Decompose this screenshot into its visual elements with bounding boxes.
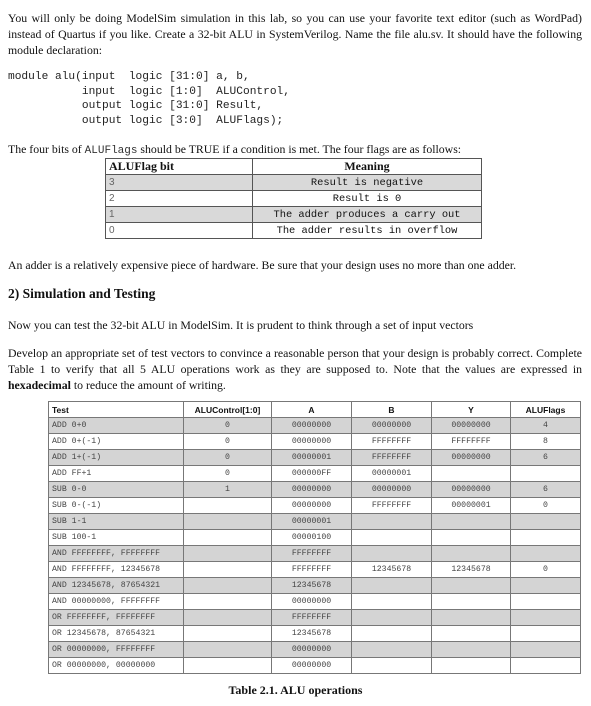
b-cell (352, 610, 432, 626)
flag-bit-header: ALUFlag bit (106, 159, 253, 175)
alucontrol-cell: 0 (184, 418, 272, 434)
flag-bit: 3 (106, 175, 253, 191)
alucontrol-cell (184, 642, 272, 658)
flag-row (106, 175, 482, 191)
y-header: Y (432, 402, 511, 418)
aluflags-cell: 4 (511, 418, 581, 434)
table-row (49, 514, 581, 530)
y-cell (432, 642, 511, 658)
y-cell (432, 546, 511, 562)
code-line-3: output logic [31:0] Result, (8, 100, 264, 113)
aluflags-cell (511, 594, 581, 610)
test-cell: ADD 0+0 (49, 418, 184, 434)
flag-meaning-header: Meaning (253, 159, 482, 175)
flags-intro-post: should be TRUE if a condition is met. The four flags are as follows: (137, 142, 462, 156)
aluflags-cell: 6 (511, 450, 581, 466)
test-cell: OR 00000000, FFFFFFFF (49, 642, 184, 658)
section-paragraph-2 (8, 345, 582, 393)
table-row (49, 466, 581, 482)
y-cell (432, 578, 511, 594)
code-line-1: module alu(input logic [31:0] a, b, (8, 71, 250, 83)
intro-paragraph (8, 10, 582, 58)
a-cell: 000000FF (272, 466, 352, 482)
y-cell (432, 514, 511, 530)
flag-row (106, 207, 482, 223)
aluflags-cell (511, 610, 581, 626)
module-declaration-code (8, 70, 290, 128)
para2-line-3-pre: expressed in (520, 362, 583, 376)
para2-line-3-post: to reduce the amount of writing. (70, 378, 226, 392)
test-cell: OR 00000000, 00000000 (49, 658, 184, 674)
alucontrol-cell (184, 626, 272, 642)
flag-bit: 1 (106, 207, 253, 223)
aluflags-header: ALUFlags (511, 402, 581, 418)
test-cell: ADD 1+(-1) (49, 450, 184, 466)
a-cell: 00000001 (272, 450, 352, 466)
b-cell: 12345678 (352, 562, 432, 578)
flags-intro (8, 141, 582, 159)
para2-line-3-bold: hexadecimal (8, 378, 71, 392)
y-cell (432, 658, 511, 674)
b-cell (352, 578, 432, 594)
table-row (49, 642, 581, 658)
test-header: Test (49, 402, 184, 418)
alucontrol-cell (184, 514, 272, 530)
code-line-4: output logic [3:0] ALUFlags); (8, 114, 284, 127)
test-cell: OR 12345678, 87654321 (49, 626, 184, 642)
a-cell: 00000000 (272, 418, 352, 434)
test-cell: SUB 1-1 (49, 514, 184, 530)
alu-flags-table (105, 158, 482, 239)
b-cell (352, 642, 432, 658)
alucontrol-cell (184, 530, 272, 546)
table-row (49, 498, 581, 514)
aluflags-cell (511, 530, 581, 546)
code-line-2: input logic [1:0] ALUControl, (8, 85, 290, 98)
b-cell (352, 546, 432, 562)
intro-line-1: You will only be doing ModelSim simulation in this lab, so you can use your favorite text editor (such as (8, 11, 531, 25)
alu-table-body (49, 418, 581, 674)
a-cell: 00000000 (272, 498, 352, 514)
a-cell: 00000001 (272, 514, 352, 530)
y-cell (432, 530, 511, 546)
table-row (49, 610, 581, 626)
alucontrol-cell (184, 578, 272, 594)
table-row (49, 594, 581, 610)
table-row (49, 434, 581, 450)
alucontrol-cell (184, 658, 272, 674)
y-cell: 00000000 (432, 418, 511, 434)
a-cell: 00000000 (272, 594, 352, 610)
y-cell: FFFFFFFF (432, 434, 511, 450)
y-cell (432, 466, 511, 482)
b-cell (352, 626, 432, 642)
a-header: A (272, 402, 352, 418)
table-row (49, 578, 581, 594)
y-cell (432, 626, 511, 642)
test-cell: SUB 0-0 (49, 482, 184, 498)
table-caption: Table 2.1. ALU operations (228, 683, 363, 697)
alucontrol-cell: 1 (184, 482, 272, 498)
alucontrol-header: ALUControl[1:0] (184, 402, 272, 418)
a-cell: 00000000 (272, 658, 352, 674)
flags-intro-pre: The four bits of (8, 142, 85, 156)
table-row (49, 450, 581, 466)
table-row (49, 482, 581, 498)
para2-line-1: Develop an appropriate set of test vectors to convince a reasonable person that your design is probably correct. (8, 346, 534, 360)
aluflags-cell: 0 (511, 498, 581, 514)
y-cell: 00000001 (432, 498, 511, 514)
table-row (49, 418, 581, 434)
test-cell: OR FFFFFFFF, FFFFFFFF (49, 610, 184, 626)
alu-operations-table (48, 401, 581, 674)
y-cell: 00000000 (432, 482, 511, 498)
aluflags-cell (511, 626, 581, 642)
flag-meaning: The adder produces a carry out (253, 207, 482, 223)
alucontrol-cell (184, 498, 272, 514)
b-cell: FFFFFFFF (352, 450, 432, 466)
a-cell: 12345678 (272, 578, 352, 594)
b-cell: 00000000 (352, 418, 432, 434)
aluflags-cell (511, 466, 581, 482)
flag-meaning: Result is 0 (253, 191, 482, 207)
a-cell: 00000000 (272, 482, 352, 498)
aluflags-cell (511, 642, 581, 658)
table-row (49, 546, 581, 562)
para2-line-2: Complete Table 1 to verify that all 5 ALU operations work as they are supposed to. Note that the values are (8, 346, 582, 376)
b-cell: FFFFFFFF (352, 434, 432, 450)
a-cell: FFFFFFFF (272, 546, 352, 562)
alucontrol-cell (184, 594, 272, 610)
b-cell (352, 514, 432, 530)
section-heading: 2) Simulation and Testing (8, 286, 156, 301)
test-cell: AND FFFFFFFF, 12345678 (49, 562, 184, 578)
y-cell: 12345678 (432, 562, 511, 578)
intro-line-2: WordPad) instead of Quartus if you like. Create a 32-bit ALU in SystemVerilog. Name the file alu.sv. It should (8, 11, 582, 41)
aluflags-cell (511, 578, 581, 594)
y-cell (432, 610, 511, 626)
a-cell: FFFFFFFF (272, 562, 352, 578)
aluflags-cell: 8 (511, 434, 581, 450)
flag-row (106, 191, 482, 207)
test-cell: SUB 0-(-1) (49, 498, 184, 514)
section-paragraph-1: Now you can test the 32-bit ALU in ModelSim. It is prudent to think through a set of input vectors (8, 318, 474, 332)
y-cell: 00000000 (432, 450, 511, 466)
alucontrol-cell: 0 (184, 466, 272, 482)
test-cell: AND 00000000, FFFFFFFF (49, 594, 184, 610)
adder-note: An adder is a relatively expensive piece of hardware. Be sure that your design uses no more than one adder. (8, 258, 517, 272)
flags-intro-code: ALUFlags (84, 145, 138, 157)
table-row (49, 658, 581, 674)
b-cell (352, 594, 432, 610)
b-cell: 00000000 (352, 482, 432, 498)
a-cell: 12345678 (272, 626, 352, 642)
table-row (49, 530, 581, 546)
alucontrol-cell (184, 610, 272, 626)
table-row (49, 626, 581, 642)
b-cell: 00000001 (352, 466, 432, 482)
a-cell: 00000000 (272, 434, 352, 450)
test-cell: SUB 100-1 (49, 530, 184, 546)
flag-meaning: The adder results in overflow (253, 223, 482, 239)
alucontrol-cell (184, 546, 272, 562)
aluflags-cell (511, 514, 581, 530)
b-header: B (352, 402, 432, 418)
test-cell: ADD FF+1 (49, 466, 184, 482)
test-cell: AND FFFFFFFF, FFFFFFFF (49, 546, 184, 562)
aluflags-cell: 6 (511, 482, 581, 498)
intro-line-3: have the following module declaration: (8, 27, 582, 57)
test-cell: AND 12345678, 87654321 (49, 578, 184, 594)
b-cell: FFFFFFFF (352, 498, 432, 514)
flag-meaning: Result is negative (253, 175, 482, 191)
y-cell (432, 594, 511, 610)
b-cell (352, 658, 432, 674)
flag-bit: 0 (106, 223, 253, 239)
a-cell: 00000000 (272, 642, 352, 658)
table-row (49, 562, 581, 578)
flag-row (106, 223, 482, 239)
b-cell (352, 530, 432, 546)
alucontrol-cell: 0 (184, 450, 272, 466)
alucontrol-cell (184, 562, 272, 578)
alucontrol-cell: 0 (184, 434, 272, 450)
a-cell: FFFFFFFF (272, 610, 352, 626)
aluflags-cell (511, 546, 581, 562)
aluflags-cell: 0 (511, 562, 581, 578)
a-cell: 00000100 (272, 530, 352, 546)
test-cell: ADD 0+(-1) (49, 434, 184, 450)
aluflags-cell (511, 658, 581, 674)
flag-bit: 2 (106, 191, 253, 207)
